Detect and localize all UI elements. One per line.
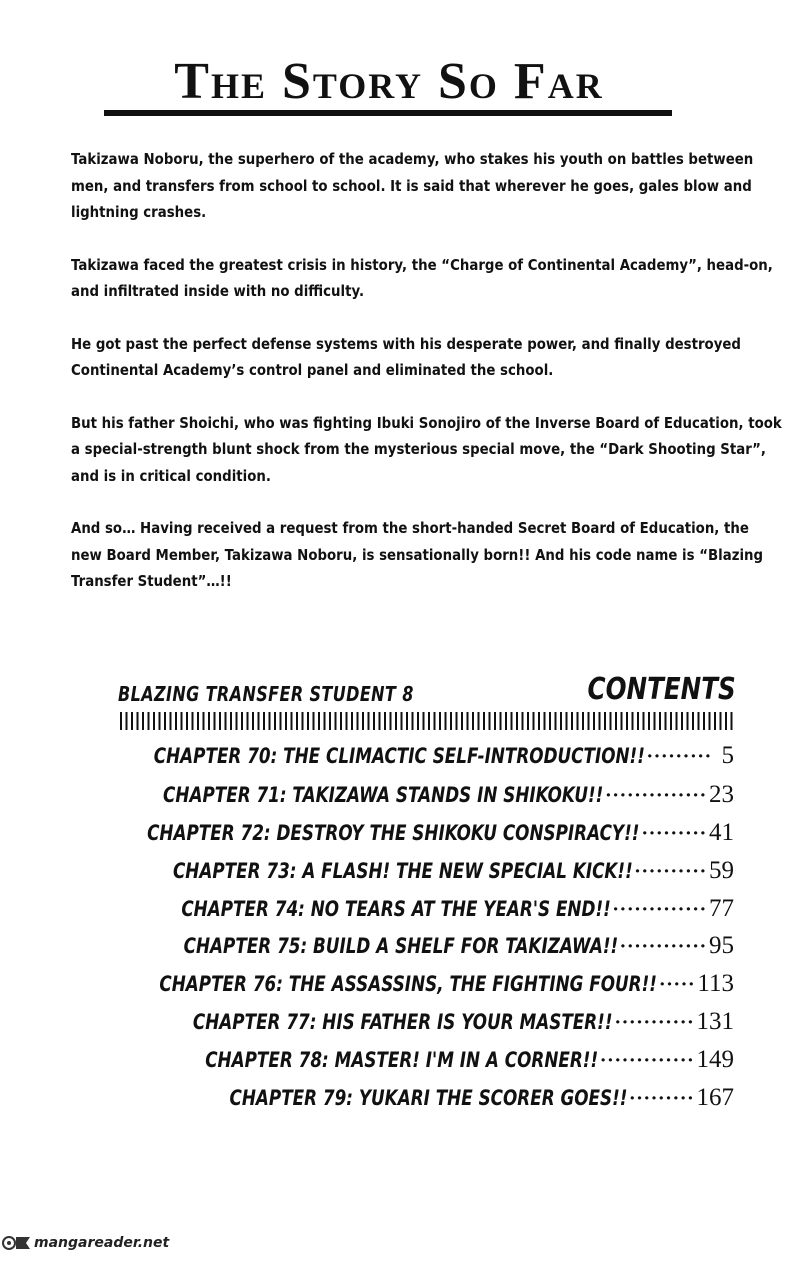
toc-leader-dots: ············· (612, 898, 707, 920)
toc-row-chapter-76[interactable] (35, 969, 734, 999)
toc-page-number: 95 (709, 932, 734, 959)
story-summary (71, 146, 782, 621)
story-paragraph-5: And so… Having received a request from the short-handed Secret Board of Education, the new Board Member, Takizawa Noboru, is sensationally born!! And his code name is “Blazing Transfer Student”…!! (71, 519, 764, 590)
title-underline (104, 110, 672, 116)
toc-chapter-title: CHAPTER 72: DESTROY THE SHIKOKU CONSPIRACY!! (147, 821, 640, 845)
toc-page-number: 59 (709, 857, 734, 884)
toc-chapter-title: CHAPTER 71: TAKIZAWA STANDS IN SHIKOKU!! (163, 783, 604, 807)
toc-chapter-title: CHAPTER 76: THE ASSASSINS, THE FIGHTING FOUR!! (159, 972, 658, 996)
page-title: The Story So Far (174, 53, 604, 110)
toc-row-chapter-77[interactable] (88, 1007, 734, 1037)
toc-page-number: 113 (697, 970, 734, 997)
toc-row-chapter-79[interactable] (130, 1083, 734, 1113)
toc-page-number: 167 (696, 1084, 734, 1111)
toc-leader-dots: ············· (600, 1049, 695, 1071)
watermark-text: mangareader.net (34, 1235, 170, 1251)
toc-chapter-title: CHAPTER 79: YUKARI THE SCORER GOES!! (229, 1086, 628, 1110)
toc-chapter-title: CHAPTER 77: HIS FATHER IS YOUR MASTER!! (192, 1010, 613, 1034)
decorative-tick-rule (120, 712, 734, 730)
toc-row-chapter-70[interactable] (31, 741, 734, 771)
contents-label: CONTENTS (587, 672, 736, 707)
toc-row-chapter-78[interactable] (107, 1045, 734, 1075)
toc-page-number: 131 (696, 1008, 734, 1035)
toc-row-chapter-72[interactable] (24, 818, 734, 848)
toc-leader-dots: ········· (646, 745, 712, 767)
manga-logo-icon (2, 1233, 32, 1253)
toc-row-chapter-71[interactable] (53, 780, 734, 810)
story-paragraph-2: Takizawa faced the greatest crisis in history, the “Charge of Continental Academy”, head-on, and infiltrated inside with no difficulty. (71, 255, 773, 300)
toc-page-number: 41 (709, 819, 734, 846)
toc-row-chapter-75[interactable] (75, 931, 734, 961)
story-paragraph-4: But his father Shoichi, who was fighting Ibuki Sonojiro of the Inverse Board of Education, took a special-strength blunt shock from the mysterious special move, the “Dark Shooting Star”, and is in critical condition. (71, 413, 782, 485)
toc-leader-dots: ········· (629, 1087, 695, 1109)
toc-page-number: 5 (721, 742, 734, 769)
toc-leader-dots: ·············· (605, 784, 707, 806)
toc-leader-dots: ·········· (634, 860, 707, 882)
toc-leader-dots: ········· (641, 822, 707, 844)
toc-chapter-title: CHAPTER 74: NO TEARS AT THE YEAR'S END!! (181, 897, 611, 921)
toc-row-chapter-74[interactable] (74, 894, 734, 924)
toc-chapter-title: CHAPTER 73: A FLASH! THE NEW SPECIAL KICK!! (172, 859, 633, 883)
toc-chapter-title: CHAPTER 78: MASTER! I'M IN A CORNER!! (205, 1048, 599, 1072)
series-volume-title: BLAZING TRANSFER STUDENT 8 (118, 682, 414, 706)
toc-leader-dots: ····· (659, 973, 696, 995)
toc-leader-dots: ··········· (614, 1011, 695, 1033)
toc-chapter-title: CHAPTER 75: BUILD A SHELF FOR TAKIZAWA!! (183, 934, 618, 958)
toc-page-number: 77 (709, 895, 734, 922)
story-paragraph-1: Takizawa Noboru, the superhero of the academy, who stakes his youth on battles between men, and transfers from school to school. It is said that wherever he goes, gales blow and lightning crashes. (71, 150, 754, 221)
toc-row-chapter-73[interactable] (58, 856, 734, 886)
contents-header (118, 672, 736, 712)
toc-leader-dots: ············ (619, 935, 707, 957)
toc-page-number: 149 (696, 1046, 734, 1073)
site-watermark[interactable] (2, 1232, 169, 1254)
toc-chapter-title: CHAPTER 70: THE CLIMACTIC SELF-INTRODUCTION!! (153, 744, 645, 768)
toc-page-number: 23 (709, 781, 734, 808)
story-paragraph-3: He got past the perfect defense systems with his desperate power, and finally destroyed Continental Academy’s control panel and eliminated the school. (71, 334, 741, 379)
